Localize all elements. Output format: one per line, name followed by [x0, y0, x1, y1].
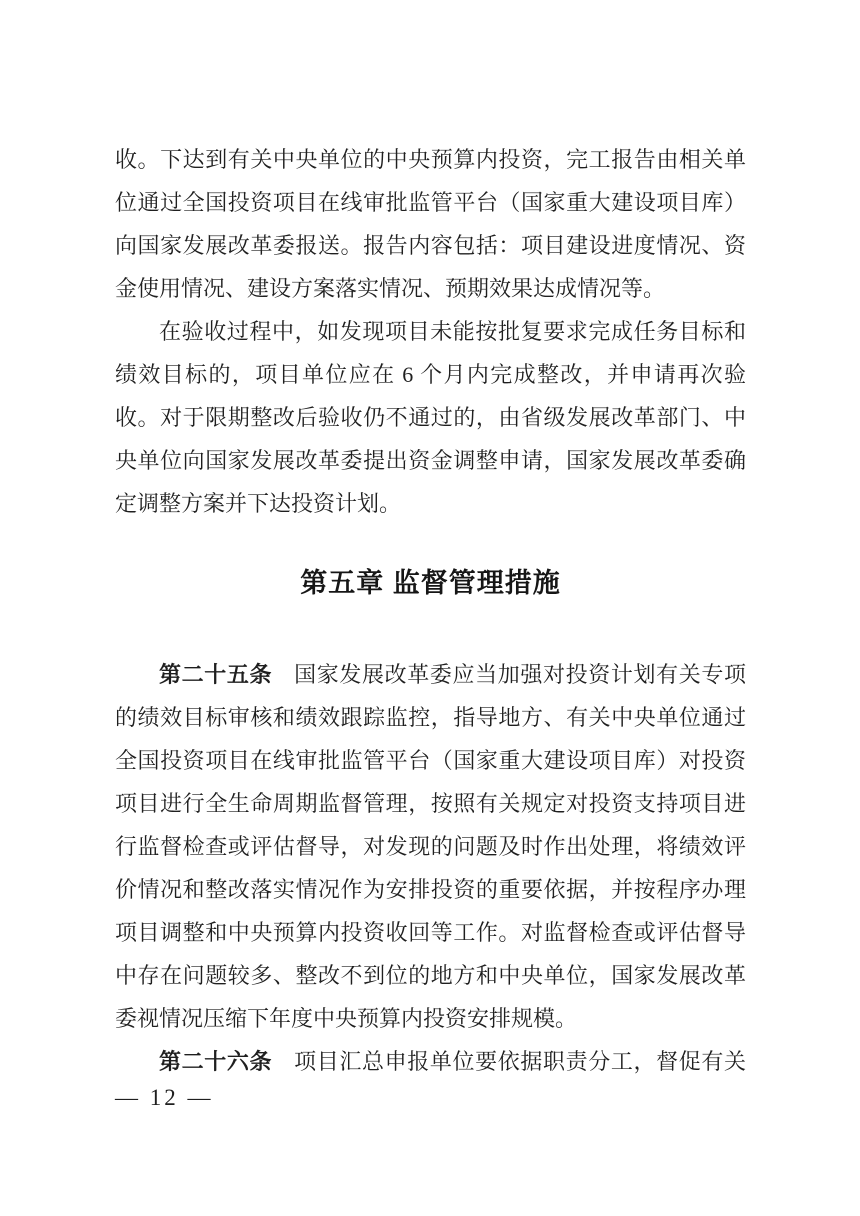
text-line: 价情况和整改落实情况作为安排投资的重要依据，并按程序办理 [115, 877, 746, 902]
text-line [115, 1040, 746, 1083]
text-line: 位通过全国投资项目在线审批监管平台（国家重大建设项目库） [115, 190, 746, 215]
text-line [115, 653, 746, 696]
text-line: 的绩效目标审核和绩效跟踪监控，指导地方、有关中央单位通过 [115, 705, 746, 730]
text-line: 收。下达到有关中央单位的中央预算内投资，完工报告由相关单 [115, 147, 746, 172]
document-body [115, 138, 746, 1083]
text-line: 委视情况压缩下年度中央预算内投资安排规模。 [115, 1006, 578, 1031]
text-line: 金使用情况、建设方案落实情况、预期效果达成情况等。 [115, 276, 666, 301]
text-line: 央单位向国家发展改革委提出资金调整申请，国家发展改革委确 [115, 448, 746, 473]
text-line: 在验收过程中，如发现项目未能按批复要求完成任务目标和 [159, 319, 746, 344]
paragraph-article-25 [115, 653, 746, 1040]
text-line: 定调整方案并下达投资计划。 [115, 491, 402, 516]
paragraph-completion-report [115, 138, 746, 310]
text-line: 全国投资项目在线审批监管平台（国家重大建设项目库）对投资 [115, 748, 746, 773]
article-26-first-line-text: 项目汇总申报单位要依据职责分工，督促有关 [294, 1049, 746, 1074]
chapter-heading: 第五章 监督管理措施 [300, 568, 561, 598]
text-line: 向国家发展改革委报送。报告内容包括：项目建设进度情况、资 [115, 233, 746, 258]
article-25-first-line-text: 国家发展改革委应当加强对投资计划有关专项 [294, 662, 746, 687]
text-line: 项目进行全生命周期监督管理，按照有关规定对投资支持项目进 [115, 791, 746, 816]
text-line: 行监督检查或评估督导，对发现的问题及时作出处理，将绩效评 [115, 834, 746, 859]
text-line: 收。对于限期整改后验收仍不通过的，由省级发展改革部门、中 [115, 405, 746, 430]
text-line: 中存在问题较多、整改不到位的地方和中央单位，国家发展改革 [115, 963, 746, 988]
article-26-label: 第二十六条 [159, 1049, 273, 1074]
page-number: — 12 — [115, 1085, 214, 1110]
paragraph-acceptance-rectification [115, 310, 746, 525]
text-line: 绩效目标的，项目单位应在 6 个月内完成整改，并申请再次验 [115, 362, 746, 387]
text-line: 项目调整和中央预算内投资收回等工作。对监督检查或评估督导 [115, 920, 746, 945]
article-25-label: 第二十五条 [159, 662, 273, 687]
paragraph-article-26 [115, 1040, 746, 1083]
